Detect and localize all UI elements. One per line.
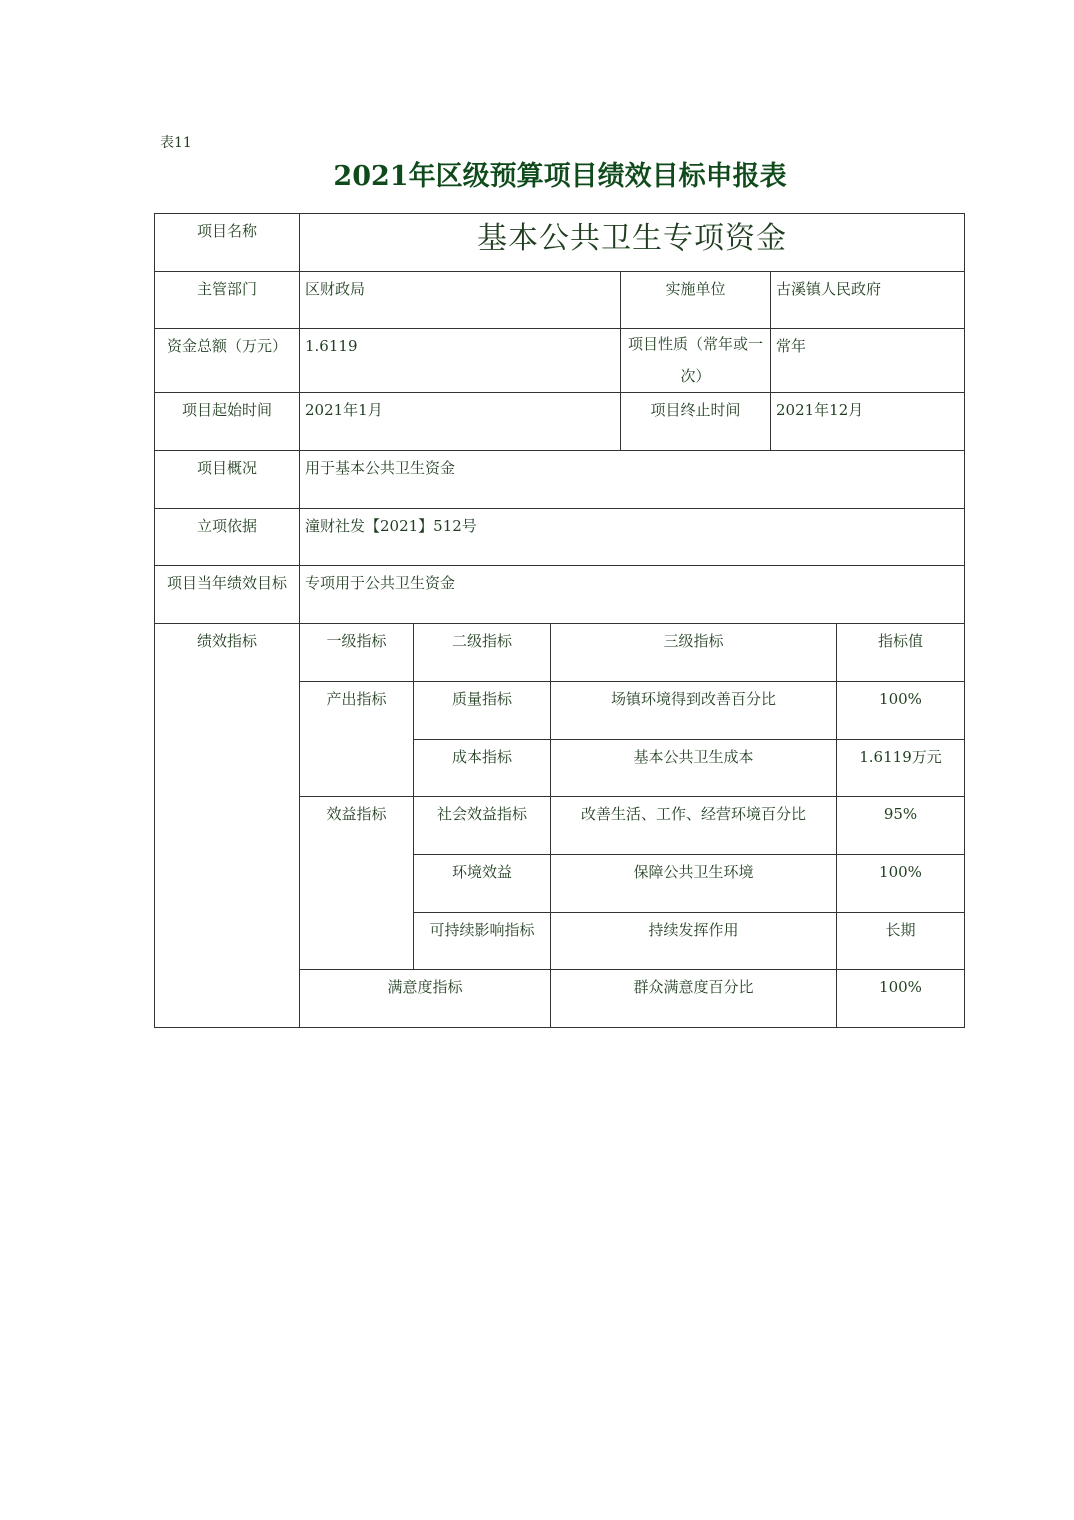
overview-label: 项目概况 bbox=[155, 451, 300, 509]
value-cell: 100% bbox=[837, 970, 965, 1028]
value-cell: 100% bbox=[837, 854, 965, 912]
goal-label: 项目当年绩效目标 bbox=[155, 566, 300, 624]
basis-label: 立项依据 bbox=[155, 508, 300, 566]
level1-cell: 效益指标 bbox=[300, 797, 414, 855]
header-level3: 三级指标 bbox=[551, 624, 837, 682]
header-level2: 二级指标 bbox=[414, 624, 551, 682]
value-cell: 1.6119万元 bbox=[837, 739, 965, 797]
level3-cell: 保障公共卫生环境 bbox=[551, 854, 837, 912]
level2-cell: 社会效益指标 bbox=[414, 797, 551, 855]
amount-label: 资金总额（万元） bbox=[155, 329, 300, 393]
project-name-label: 项目名称 bbox=[155, 214, 300, 272]
nature-value: 常年 bbox=[771, 329, 965, 393]
value-cell: 100% bbox=[837, 681, 965, 739]
amount-row bbox=[155, 329, 965, 393]
level1-cell bbox=[300, 739, 414, 797]
page-title: 2021年区级预算项目绩效目标申报表 bbox=[333, 161, 787, 192]
amount-value: 1.6119 bbox=[300, 329, 621, 393]
end-label: 项目终止时间 bbox=[621, 393, 771, 451]
indicator-header-row bbox=[155, 624, 965, 682]
level2-cell: 成本指标 bbox=[414, 739, 551, 797]
start-value: 2021年1月 bbox=[300, 393, 621, 451]
nature-label: 项目性质（常年或一次） bbox=[621, 329, 771, 393]
header-level1: 一级指标 bbox=[300, 624, 414, 682]
level1-cell bbox=[300, 854, 414, 912]
level2-cell: 可持续影响指标 bbox=[414, 912, 551, 970]
level3-cell: 持续发挥作用 bbox=[551, 912, 837, 970]
value-cell: 95% bbox=[837, 797, 965, 855]
unit-label: 实施单位 bbox=[621, 271, 771, 329]
dept-label: 主管部门 bbox=[155, 271, 300, 329]
level2-cell: 环境效益 bbox=[414, 854, 551, 912]
indicators-label: 绩效指标 bbox=[155, 624, 300, 1028]
dept-value: 区财政局 bbox=[300, 271, 621, 329]
period-row bbox=[155, 393, 965, 451]
project-name-value: 基本公共卫生专项资金 bbox=[300, 214, 965, 272]
project-name-row bbox=[155, 214, 965, 272]
basis-value: 潼财社发【2021】512号 bbox=[300, 508, 965, 566]
level1-cell: 产出指标 bbox=[300, 681, 414, 739]
level3-cell: 基本公共卫生成本 bbox=[551, 739, 837, 797]
goal-row bbox=[155, 566, 965, 624]
level3-cell: 群众满意度百分比 bbox=[551, 970, 837, 1028]
unit-value: 古溪镇人民政府 bbox=[771, 271, 965, 329]
level1-cell: 满意度指标 bbox=[300, 970, 551, 1028]
start-label: 项目起始时间 bbox=[155, 393, 300, 451]
department-row bbox=[155, 271, 965, 329]
performance-target-form bbox=[154, 213, 965, 1028]
overview-value: 用于基本公共卫生资金 bbox=[300, 451, 965, 509]
value-cell: 长期 bbox=[837, 912, 965, 970]
level2-cell: 质量指标 bbox=[414, 681, 551, 739]
header-value: 指标值 bbox=[837, 624, 965, 682]
level3-cell: 场镇环境得到改善百分比 bbox=[551, 681, 837, 739]
table-number: 表11 bbox=[160, 135, 192, 151]
end-value: 2021年12月 bbox=[771, 393, 965, 451]
goal-value: 专项用于公共卫生资金 bbox=[300, 566, 965, 624]
basis-row bbox=[155, 508, 965, 566]
level1-cell bbox=[300, 912, 414, 970]
level3-cell: 改善生活、工作、经营环境百分比 bbox=[551, 797, 837, 855]
overview-row bbox=[155, 451, 965, 509]
